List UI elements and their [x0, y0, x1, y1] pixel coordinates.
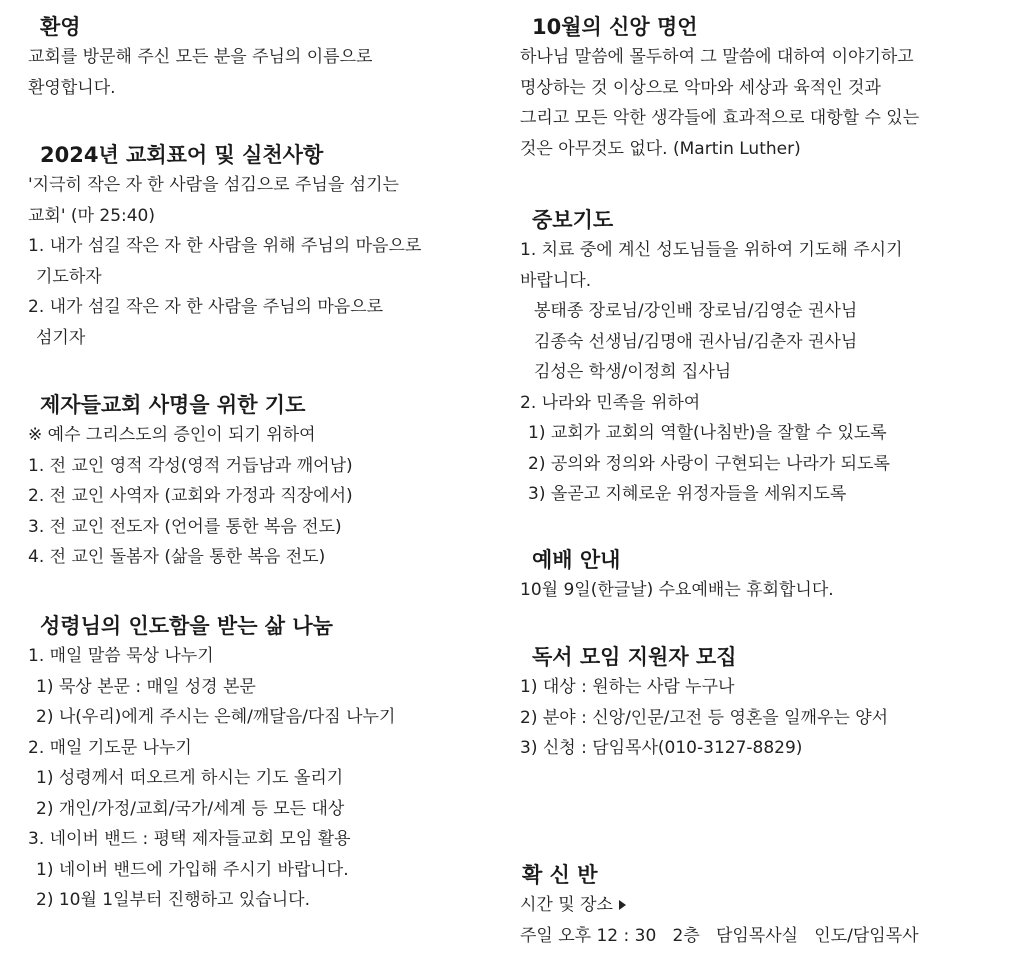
mission-heading: 제자들교회 사명을 위한 기도	[40, 393, 306, 417]
spirit-line: 2) 10월 1일부터 진행하고 있습니다.	[36, 890, 310, 910]
welcome-section	[28, 12, 498, 103]
class-time-value: 주일 오후 12 : 30 2층 담임목사실 인도/담임목사	[520, 925, 919, 946]
prayer-line: 2) 공의와 정의와 사랑이 구현되는 나라가 되도록	[528, 453, 890, 474]
spirit-line: 2) 나(우리)에게 주시는 은혜/깨달음/다짐 나누기	[36, 707, 396, 727]
motto-line: '지극히 작은 자 한 사람을 섬김으로 주님을 섬기는	[28, 175, 399, 195]
mission-line: 1. 전 교인 영적 각성(영적 거듭남과 깨어남)	[28, 455, 353, 476]
spirit-line: 1. 매일 말씀 묵상 나누기	[28, 646, 214, 666]
motto-line: 교회' (마 25:40)	[28, 205, 156, 226]
motto-line: 섬기자	[36, 327, 86, 348]
motto-section	[28, 140, 498, 353]
worship-line: 10월 9일(한글날) 수요예배는 휴회합니다.	[520, 580, 834, 600]
spirit-section	[28, 611, 498, 916]
mission-line: 4. 전 교인 돌봄자 (삶을 통한 복음 전도)	[28, 547, 326, 567]
prayer-line: 1. 치료 중에 계신 성도님들을 위하여 기도해 주시기	[520, 240, 903, 260]
spirit-line: 2) 개인/가정/교회/국가/세계 등 모든 대상	[36, 798, 345, 819]
worship-heading: 예배 안내	[532, 548, 621, 572]
prayer-line: 김성은 학생/이정희 집사님	[534, 362, 732, 382]
quote-line: 명상하는 것 이상으로 악마와 세상과 육적인 것과	[520, 77, 881, 98]
motto-line: 기도하자	[36, 266, 102, 287]
triangle-right-icon	[619, 900, 626, 910]
spirit-line: 1) 성령께서 떠오르게 하시는 기도 올리기	[36, 768, 344, 788]
mission-line: 3. 전 교인 전도자 (언어를 통한 복음 전도)	[28, 516, 342, 537]
quote-line: 것은 아무것도 없다. (Martin Luther)	[520, 138, 801, 159]
spirit-heading: 성령님의 인도함을 받는 삶 나눔	[40, 614, 333, 638]
spirit-line: 3. 네이버 밴드 : 평택 제자들교회 모임 활용	[28, 829, 351, 849]
prayer-line: 2. 나라와 민족을 위하여	[520, 392, 701, 413]
prayer-line: 봉태종 장로님/강인배 장로님/김영순 권사님	[534, 301, 858, 321]
quote-heading: 10월의 신앙 명언	[532, 15, 698, 39]
worship-section	[520, 545, 1010, 606]
mission-line: 2. 전 교인 사역자 (교회와 가정과 직장에서)	[28, 486, 353, 506]
reading-line: 1) 대상 : 원하는 사람 누구나	[520, 677, 735, 697]
quote-line: 하나님 말씀에 몰두하여 그 말씀에 대하여 이야기하고	[520, 47, 914, 67]
mission-line: ※ 예수 그리스도의 증인이 되기 위하여	[28, 425, 316, 445]
prayer-line: 1) 교회가 교회의 역할(나침반)을 잘할 수 있도록	[528, 423, 887, 443]
prayer-line: 바랍니다.	[520, 270, 592, 291]
reading-line: 3) 신청 : 담임목사(010-3127-8829)	[520, 738, 803, 758]
motto-line: 1. 내가 섬길 작은 자 한 사람을 위해 주님의 마음으로	[28, 236, 422, 256]
prayer-line: 3) 올곧고 지혜로운 위정자들을 세워지도록	[528, 484, 847, 504]
reading-heading: 독서 모임 지원자 모집	[532, 645, 737, 669]
reading-section	[520, 642, 1010, 764]
quote-line: 그리고 모든 악한 생각들에 효과적으로 대항할 수 있는	[520, 108, 920, 128]
motto-heading: 2024년 교회표어 및 실천사항	[40, 143, 324, 167]
reading-line: 2) 분야 : 신앙/인문/고전 등 영혼을 일깨우는 양서	[520, 707, 889, 728]
prayer-section	[520, 205, 1010, 510]
welcome-line: 환영합니다.	[28, 77, 116, 98]
class-time-row	[520, 890, 1010, 921]
class-heading: 확 신 반	[522, 863, 598, 887]
welcome-line: 교회를 방문해 주신 모든 분을 주님의 이름으로	[28, 47, 373, 67]
motto-line: 2. 내가 섬길 작은 자 한 사람을 주님의 마음으로	[28, 297, 384, 317]
welcome-heading: 환영	[40, 15, 81, 39]
prayer-heading: 중보기도	[532, 208, 614, 232]
prayer-line: 김종숙 선생님/김명애 권사님/김춘자 권사님	[534, 331, 858, 352]
spirit-line: 2. 매일 기도문 나누기	[28, 737, 192, 758]
mission-section	[28, 390, 498, 573]
spirit-line: 1) 네이버 밴드에 가입해 주시기 바랍니다.	[36, 859, 349, 880]
class-time-label: 시간 및 장소	[520, 895, 613, 915]
quote-section	[520, 12, 1010, 164]
class-section	[520, 860, 1010, 951]
spirit-line: 1) 묵상 본문 : 매일 성경 본문	[36, 676, 256, 697]
